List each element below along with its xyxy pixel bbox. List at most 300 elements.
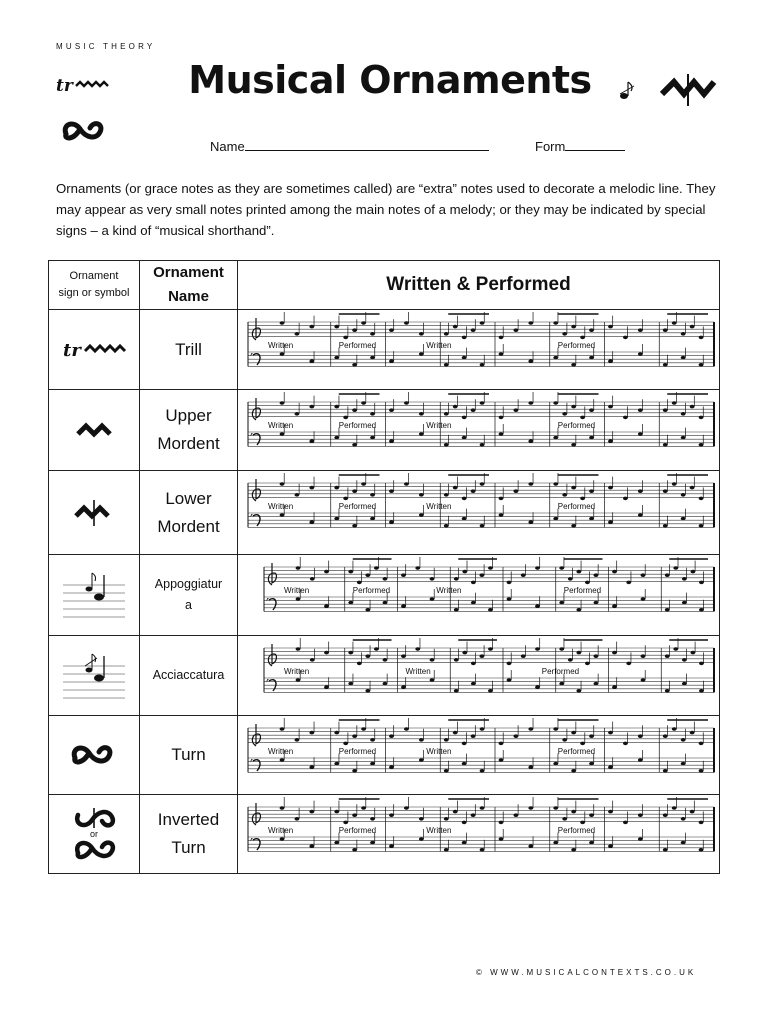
note-head	[374, 647, 379, 651]
ornament-name: Acciaccatura	[152, 668, 225, 682]
col-name-header-line1: Ornament	[153, 264, 224, 281]
note-head	[324, 570, 329, 574]
table-header-row	[49, 261, 720, 310]
note-head	[608, 325, 613, 329]
note-head	[343, 497, 348, 501]
note-head	[334, 762, 339, 766]
note-head	[663, 524, 668, 528]
note-head	[528, 482, 533, 486]
note-head	[389, 439, 394, 443]
ornament-name-line1: Appoggiatur	[154, 577, 223, 591]
note-head	[571, 486, 576, 490]
note-head	[507, 662, 512, 666]
note-head	[535, 604, 540, 608]
ornament-name-line2: a	[185, 598, 192, 612]
treble-clef-icon	[252, 318, 260, 340]
note-head	[334, 405, 339, 409]
note-head	[401, 685, 406, 689]
note-head	[626, 662, 631, 666]
symbol-cell	[49, 390, 140, 471]
note-head	[672, 727, 677, 731]
note-head	[370, 493, 375, 497]
note-head	[383, 601, 388, 605]
note-head	[343, 336, 348, 340]
note-head	[401, 573, 406, 577]
note-head	[553, 762, 558, 766]
ornament-name-cell	[140, 636, 238, 716]
note-head	[365, 689, 370, 693]
note-head	[681, 762, 686, 766]
note-head	[608, 844, 613, 848]
note-head	[682, 577, 687, 581]
note-head	[404, 321, 409, 325]
symbol-cell	[49, 636, 140, 716]
note-head	[280, 401, 285, 405]
note-head	[571, 769, 576, 773]
note-head	[594, 654, 599, 658]
score-cell	[238, 310, 720, 390]
turn-icon	[69, 742, 119, 768]
score-label: Written	[268, 747, 294, 756]
note-head	[663, 443, 668, 447]
score-cell	[238, 471, 720, 555]
ornament-name-cell	[140, 310, 238, 390]
score-label: Performed	[338, 341, 377, 350]
note-head	[499, 497, 504, 501]
note-head	[462, 821, 467, 825]
note-head	[444, 332, 449, 336]
note-head	[389, 844, 394, 848]
treble-clef-icon	[252, 803, 260, 825]
treble-clef-icon	[268, 563, 276, 585]
note-head	[576, 608, 581, 612]
note-head	[309, 520, 314, 524]
note-head	[480, 363, 485, 367]
note-head	[462, 436, 467, 440]
note-head	[352, 443, 357, 447]
staff-system	[264, 557, 714, 612]
note-head	[699, 581, 704, 585]
note-head	[571, 810, 576, 814]
note-head	[343, 416, 348, 420]
note-head	[612, 604, 617, 608]
score-label: Written	[284, 586, 310, 595]
note-head	[334, 356, 339, 360]
note-head	[608, 439, 613, 443]
note-head	[352, 408, 357, 412]
note-head	[638, 432, 643, 436]
score-appoggiatura	[238, 555, 720, 635]
note-head	[348, 651, 353, 655]
note-head	[589, 762, 594, 766]
note-head	[528, 439, 533, 443]
score-cell	[238, 555, 720, 636]
note-head	[638, 758, 643, 762]
note-head	[571, 731, 576, 735]
score-label: Written	[436, 586, 462, 595]
note-head	[352, 524, 357, 528]
note-head	[589, 734, 594, 738]
note-head	[365, 608, 370, 612]
note-head	[589, 356, 594, 360]
note-head	[430, 678, 435, 682]
svg-text:tr: tr	[63, 339, 81, 361]
bass-clef-icon: ′	[266, 677, 270, 694]
note-head	[389, 520, 394, 524]
ornament-name-cell	[140, 716, 238, 795]
note-head	[528, 321, 533, 325]
note-head	[571, 363, 576, 367]
score-label: Written	[426, 502, 452, 511]
score-upper-mordent	[238, 390, 720, 470]
score-acciaccatura	[238, 636, 720, 715]
ornament-name-cell	[140, 390, 238, 471]
note-head	[594, 682, 599, 686]
symbol-cell	[49, 310, 140, 390]
note-head	[462, 742, 467, 746]
note-head	[309, 731, 314, 735]
symbol-cell	[49, 795, 140, 874]
turn-icon	[72, 839, 116, 861]
note-head	[580, 497, 585, 501]
bass-clef-icon: ′	[250, 512, 254, 529]
note-head	[471, 734, 476, 738]
note-head	[280, 806, 285, 810]
col-symbol-header-line2: sign or symbol	[58, 287, 130, 299]
bass-clef-icon: ′	[250, 757, 254, 774]
score-label: Performed	[352, 586, 391, 595]
note-head	[352, 813, 357, 817]
note-head	[589, 517, 594, 521]
note-head	[280, 513, 285, 517]
note-head	[352, 489, 357, 493]
score-label: Performed	[338, 826, 377, 835]
note-head	[419, 817, 424, 821]
symbol-cell	[49, 555, 140, 636]
note-head	[383, 658, 388, 662]
note-head	[444, 412, 449, 416]
bass-clef-icon: ′	[266, 596, 270, 613]
name-blank[interactable]	[245, 138, 489, 151]
note-head	[462, 762, 467, 766]
note-head	[682, 658, 687, 662]
col-name-header-line2: Name	[168, 288, 209, 305]
note-head	[507, 678, 512, 682]
note-head	[535, 566, 540, 570]
note-head	[663, 328, 668, 332]
note-head	[499, 416, 504, 420]
note-head	[690, 810, 695, 814]
note-head	[553, 436, 558, 440]
note-head	[499, 432, 504, 436]
note-head	[324, 604, 329, 608]
note-head	[471, 408, 476, 412]
note-head	[370, 436, 375, 440]
note-head	[682, 682, 687, 686]
note-head	[374, 566, 379, 570]
note-head	[589, 489, 594, 493]
note-head	[562, 332, 567, 336]
note-head	[663, 363, 668, 367]
note-head	[310, 658, 315, 662]
note-head	[514, 408, 519, 412]
score-inverted-turn	[238, 795, 720, 873]
bass-clef-icon: ′	[250, 431, 254, 448]
note-head	[528, 765, 533, 769]
note-head	[638, 513, 643, 517]
note-head	[623, 821, 628, 825]
lower-mordent-icon	[72, 498, 116, 528]
note-head	[612, 685, 617, 689]
note-head	[514, 489, 519, 493]
note-head	[295, 412, 300, 416]
score-label: Written	[405, 667, 431, 676]
note-head	[663, 813, 668, 817]
note-head	[309, 765, 314, 769]
note-head	[462, 841, 467, 845]
ornament-name-cell	[140, 555, 238, 636]
note-head	[454, 658, 459, 662]
note-head	[389, 813, 394, 817]
note-head	[295, 332, 300, 336]
note-head	[499, 336, 504, 340]
ornament-name: Turn	[171, 745, 206, 764]
score-label: Performed	[563, 586, 602, 595]
note-head	[576, 570, 581, 574]
note-head	[471, 662, 476, 666]
note-head	[352, 734, 357, 738]
note-head	[404, 727, 409, 731]
note-head	[690, 731, 695, 735]
note-head	[690, 486, 695, 490]
note-head	[699, 608, 704, 612]
upper-mordent-icon	[74, 420, 114, 440]
note-head	[623, 742, 628, 746]
note-head	[480, 573, 485, 577]
note-head	[480, 654, 485, 658]
note-head	[673, 566, 678, 570]
note-head	[672, 321, 677, 325]
score-label: Performed	[338, 502, 377, 511]
note-head	[295, 493, 300, 497]
note-head	[419, 352, 424, 356]
note-head	[309, 359, 314, 363]
ornament-name-line2: Mordent	[157, 434, 220, 453]
note-head	[641, 597, 646, 601]
note-head	[419, 332, 424, 336]
note-head	[370, 738, 375, 742]
note-head	[641, 654, 646, 658]
note-head	[453, 486, 458, 490]
table-row	[49, 310, 720, 390]
note-head	[663, 489, 668, 493]
note-head	[471, 328, 476, 332]
note-head	[471, 813, 476, 817]
score-cell	[238, 636, 720, 716]
staff-system	[248, 392, 714, 447]
svg-text:tr: tr	[56, 76, 73, 96]
note-head	[681, 841, 686, 845]
note-head	[681, 738, 686, 742]
note-head	[608, 731, 613, 735]
treble-clef-icon	[252, 479, 260, 501]
grace-note-icon	[618, 78, 640, 104]
note-head	[280, 352, 285, 356]
note-head	[370, 817, 375, 821]
form-label: Form	[535, 139, 566, 154]
note-head	[507, 581, 512, 585]
note-head	[419, 758, 424, 762]
note-head	[480, 727, 485, 731]
ornament-name-line1: Upper	[165, 406, 212, 425]
note-head	[370, 412, 375, 416]
note-head	[612, 651, 617, 655]
note-head	[562, 817, 567, 821]
note-head	[361, 806, 366, 810]
form-field[interactable]	[535, 138, 625, 154]
note-head	[641, 573, 646, 577]
note-head	[589, 328, 594, 332]
note-head	[334, 325, 339, 329]
symbol-cell	[49, 716, 140, 795]
score-turn	[238, 716, 720, 794]
note-head	[419, 837, 424, 841]
note-head	[699, 416, 704, 420]
note-head	[585, 581, 590, 585]
note-head	[430, 597, 435, 601]
note-head	[334, 731, 339, 735]
note-head	[681, 332, 686, 336]
note-head	[699, 363, 704, 367]
note-head	[488, 647, 493, 651]
note-head	[383, 682, 388, 686]
note-head	[462, 356, 467, 360]
note-head	[553, 806, 558, 810]
note-head	[499, 837, 504, 841]
staff-system	[264, 638, 714, 693]
appoggiatura-icon	[61, 569, 127, 621]
note-head	[348, 570, 353, 574]
note-head	[370, 517, 375, 521]
note-head	[404, 806, 409, 810]
note-head	[699, 689, 704, 693]
note-head	[528, 359, 533, 363]
staff-system	[248, 312, 714, 367]
ornaments-table	[48, 260, 720, 874]
note-head	[681, 412, 686, 416]
note-head	[699, 821, 704, 825]
note-head	[638, 408, 643, 412]
note-head	[361, 321, 366, 325]
ornament-name-line1: Inverted	[157, 810, 220, 829]
note-head	[419, 493, 424, 497]
ornament-name-cell	[140, 471, 238, 555]
note-head	[553, 841, 558, 845]
note-head	[681, 436, 686, 440]
score-label: Performed	[338, 421, 377, 430]
note-head	[672, 482, 677, 486]
note-head	[681, 817, 686, 821]
note-head	[499, 742, 504, 746]
note-head	[334, 810, 339, 814]
name-field[interactable]	[210, 138, 489, 154]
symbol-cell	[49, 471, 140, 555]
note-head	[571, 325, 576, 329]
note-head	[528, 520, 533, 524]
note-head	[296, 566, 301, 570]
note-head	[444, 493, 449, 497]
note-head	[444, 817, 449, 821]
treble-clef-icon	[252, 724, 260, 746]
note-head	[419, 432, 424, 436]
score-cell	[238, 795, 720, 874]
note-head	[444, 363, 449, 367]
note-head	[589, 813, 594, 817]
note-head	[626, 581, 631, 585]
note-head	[672, 401, 677, 405]
note-head	[401, 604, 406, 608]
note-head	[699, 336, 704, 340]
note-head	[672, 806, 677, 810]
ornament-name-line2: Turn	[171, 838, 206, 857]
note-head	[589, 408, 594, 412]
note-head	[571, 405, 576, 409]
note-head	[309, 325, 314, 329]
note-head	[365, 654, 370, 658]
note-head	[480, 443, 485, 447]
note-head	[462, 336, 467, 340]
note-head	[559, 566, 564, 570]
note-head	[568, 658, 573, 662]
note-head	[454, 577, 459, 581]
note-head	[334, 517, 339, 521]
score-label: Written	[268, 421, 294, 430]
col-name-header	[140, 261, 238, 310]
note-head	[352, 328, 357, 332]
note-head	[576, 689, 581, 693]
note-head	[444, 524, 449, 528]
note-head	[415, 566, 420, 570]
note-head	[309, 486, 314, 490]
note-head	[553, 321, 558, 325]
name-label: Name	[210, 139, 245, 154]
score-label: Written	[268, 826, 294, 835]
note-head	[623, 336, 628, 340]
note-head	[404, 482, 409, 486]
table-row	[49, 555, 720, 636]
note-head	[585, 662, 590, 666]
note-head	[309, 439, 314, 443]
note-head	[454, 689, 459, 693]
note-head	[507, 597, 512, 601]
note-head	[535, 647, 540, 651]
note-head	[444, 443, 449, 447]
form-blank[interactable]	[565, 138, 625, 151]
note-head	[623, 416, 628, 420]
trill-icon	[59, 338, 129, 362]
score-label: Performed	[557, 421, 596, 430]
note-head	[471, 682, 476, 686]
staff-system	[248, 718, 714, 773]
note-head	[514, 328, 519, 332]
score-label: Written	[426, 341, 452, 350]
note-head	[389, 765, 394, 769]
note-head	[576, 651, 581, 655]
note-head	[480, 321, 485, 325]
score-label: Performed	[557, 826, 596, 835]
note-head	[623, 497, 628, 501]
note-head	[389, 328, 394, 332]
